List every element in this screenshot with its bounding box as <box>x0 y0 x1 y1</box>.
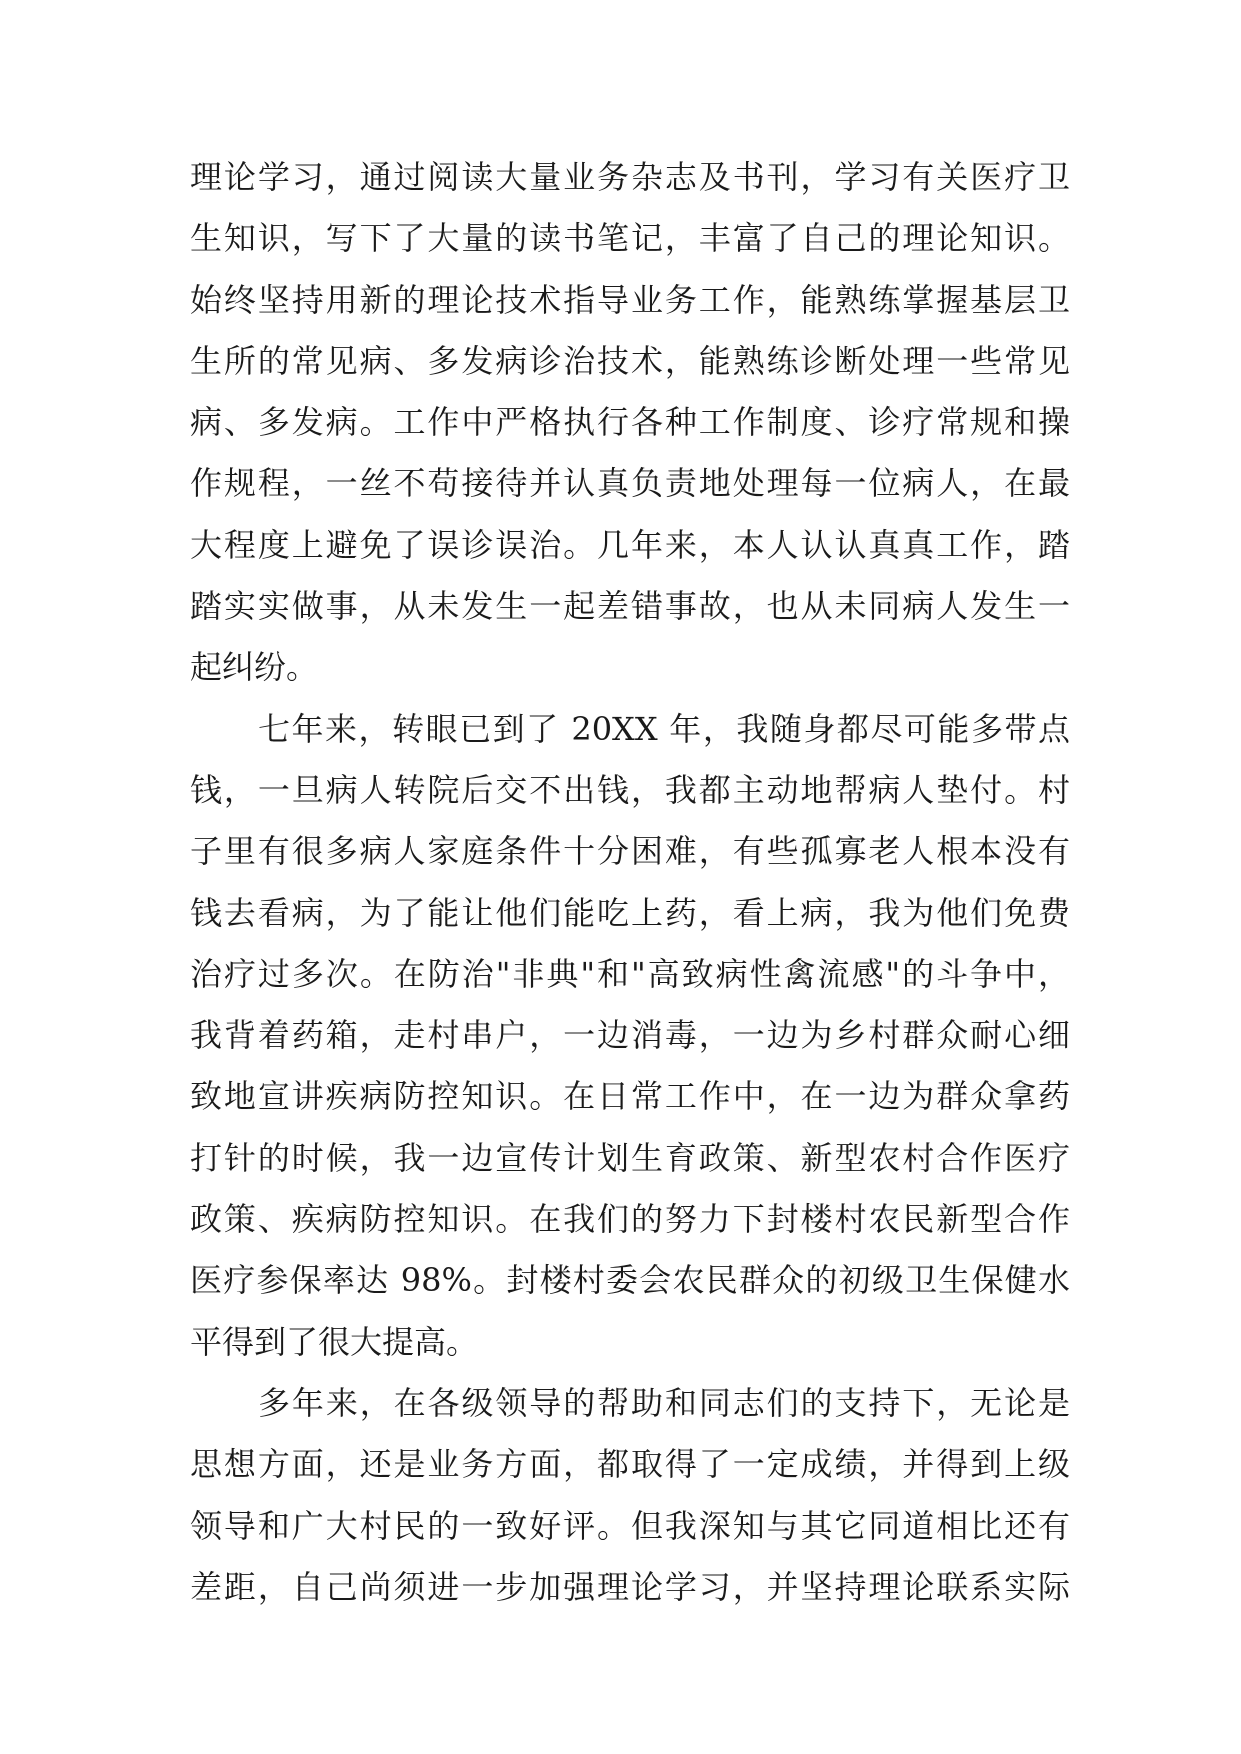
text-line: 致地宣讲疾病防控知识。在日常工作中，在一边为群众拿药 <box>190 1077 1070 1116</box>
text-line: 政策、疾病防控知识。在我们的努力下封楼村农民新型合作 <box>190 1200 1070 1239</box>
text-line: 生知识，写下了大量的读书笔记，丰富了自己的理论知识。 <box>190 219 1070 258</box>
text-line: 平得到了很大提高。 <box>190 1322 479 1361</box>
paragraph-3 <box>190 1380 1070 1625</box>
text-line: 钱，一旦病人转院后交不出钱，我都主动地帮病人垫付。村 <box>190 770 1070 809</box>
text-line: 七年来，转眼已到了 20XX 年，我随身都尽可能多带点 <box>258 709 1070 748</box>
text-line: 始终坚持用新的理论技术指导业务工作，能熟练掌握基层卫 <box>190 280 1070 319</box>
text-line: 医疗参保率达 98%。封楼村委会农民群众的初级卫生保健水 <box>190 1261 1070 1300</box>
text-line: 理论学习，通过阅读大量业务杂志及书刊，学习有关医疗卫 <box>190 158 1070 196</box>
paragraph-2 <box>190 706 1070 1380</box>
text-line: 思想方面，还是业务方面，都取得了一定成绩，并得到上级 <box>190 1445 1070 1484</box>
text-line: 踏实实做事，从未发生一起差错事故，也从未同病人发生一 <box>190 587 1070 626</box>
text-line: 差距，自己尚须进一步加强理论学习，并坚持理论联系实际 <box>190 1567 1070 1606</box>
text-line: 大程度上避免了误诊误治。几年来，本人认认真真工作，踏 <box>190 525 1070 564</box>
text-line: 领导和广大村民的一致好评。但我深知与其它同道相比还有 <box>190 1506 1070 1545</box>
text-line: 多年来，在各级领导的帮助和同志们的支持下，无论是 <box>258 1383 1070 1422</box>
text-line: 起纠纷。 <box>190 648 319 687</box>
text-line: 钱去看病，为了能让他们能吃上药，看上病，我为他们免费 <box>190 893 1070 932</box>
text-line: 作规程，一丝不苟接待并认真负责地处理每一位病人，在最 <box>190 464 1070 503</box>
text-line: 打针的时候，我一边宣传计划生育政策、新型农村合作医疗 <box>190 1138 1070 1177</box>
text-line: 病、多发病。工作中严格执行各种工作制度、诊疗常规和操 <box>190 403 1070 442</box>
text-line: 生所的常见病、多发病诊治技术，能熟练诊断处理一些常见 <box>190 341 1070 380</box>
paragraph-1 <box>190 154 1070 706</box>
body-text <box>190 154 1070 1625</box>
text-line: 治疗过多次。在防治"非典"和"高致病性禽流感"的斗争中， <box>190 954 1070 993</box>
text-line: 子里有很多病人家庭条件十分困难，有些孤寡老人根本没有 <box>190 832 1070 871</box>
text-line: 我背着药箱，走村串户，一边消毒，一边为乡村群众耐心细 <box>190 1016 1070 1055</box>
